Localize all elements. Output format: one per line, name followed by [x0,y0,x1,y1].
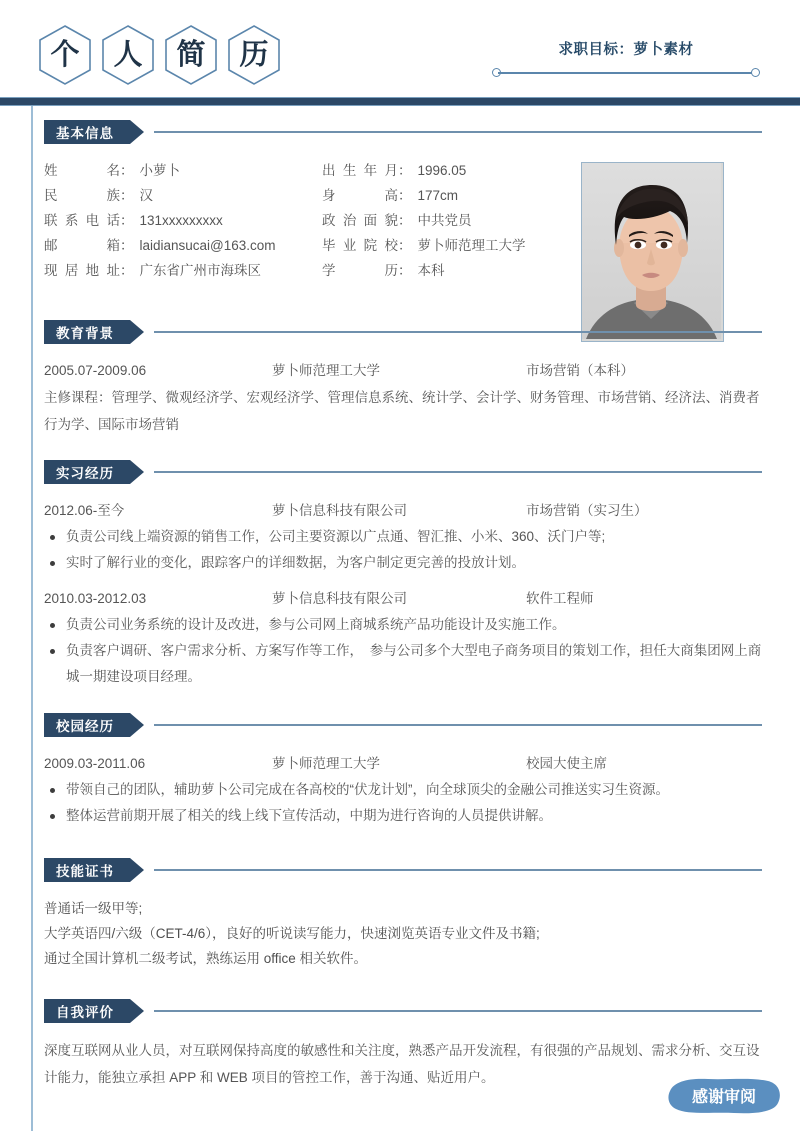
info-value: 汉 [139,188,153,203]
section-tag-arrow-icon [130,999,144,1023]
self-evaluation-text: 深度互联网从业人员，对互联网保持高度的敏感性和关注度，熟悉产品开发流程，有很强的产品规划、需求分析、交互设计能力，能独立承担 APP 和 WEB 项目的管控工作，善于沟通、贴近用户。 [44,1043,760,1085]
resume-title-logo [38,24,281,86]
info-item [44,158,322,183]
entry-row [44,586,762,612]
info-key: 民族 [44,188,120,203]
entry-role: 软件工程师 [526,591,594,606]
internship-entry [44,498,762,576]
info-colon: ： [398,188,412,203]
info-value: 1996.05 [417,163,467,178]
skill-line: 通过全国计算机二级考试，熟练运用 office 相关软件。 [44,951,368,966]
brush-stamp-icon [664,1075,784,1117]
info-item [322,183,574,208]
info-item [44,233,322,258]
job-objective [492,38,760,78]
rule-dot-right-icon [751,68,760,77]
watermark-text: 感谢审阅 [691,1089,757,1106]
section-title: 校园经历 [56,719,114,734]
info-value: 177cm [417,188,459,203]
list-item: 整体运营前期开展了相关的线上线下宣传活动，中期为进行咨询的人员提供讲解。 [44,803,762,829]
section-tag-arrow-icon [130,320,144,344]
info-key: 身高 [322,188,398,203]
section-content [44,484,762,690]
info-item [44,258,322,283]
section-rule [154,1010,762,1012]
info-key: 出生年月 [322,163,398,178]
section-rule [154,131,762,133]
info-key: 姓名 [44,163,120,178]
section-tag [44,858,130,882]
section-education [44,320,762,438]
hex-badge-1 [38,24,92,86]
info-value: 萝卜师范理工大学 [417,238,526,253]
info-item [44,183,322,208]
hex-badge-3 [164,24,218,86]
section-tag [44,460,130,484]
info-value: laidiansucai@163.com [139,238,276,253]
section-content [44,882,762,971]
section-campus [44,713,762,829]
section-header [44,858,762,882]
list-item: 负责客户调研、客户需求分析、方案写作等工作， 参与公司多个大型电子商务项目的策划工作，担任大商集团网上商城一期建设项目经理。 [44,638,762,690]
list-item: 负责公司线上端资源的销售工作，公司主要资源以广点通、智汇推、小米、360、沃门户等; [44,524,762,550]
section-rule [154,471,762,473]
left-spine-line [31,106,33,1131]
section-header [44,460,762,484]
section-tag [44,320,130,344]
hex-badge-char: 历 [239,38,269,71]
education-courses: 主修课程：管理学、微观经济学、宏观经济学、管理信息系统、统计学、会计学、财务管理、市场营销、经济法、消费者行为学、国际市场营销 [44,390,760,432]
entry-organization: 萝卜信息科技有限公司 [272,591,407,606]
info-value: 广东省广州市海珠区 [139,263,261,278]
job-objective-label: 求职目标：萝卜素材 [558,42,694,58]
section-content [44,344,762,438]
hex-badge-char: 简 [176,38,206,71]
info-key: 现居地址 [44,263,120,278]
watermark-badge [664,1075,784,1117]
section-header [44,713,762,737]
info-value: 131xxxxxxxxx [139,213,223,228]
section-tag-arrow-icon [130,460,144,484]
rule-bar [498,72,754,74]
internship-entry [44,586,762,690]
section-rule [154,724,762,726]
section-tag [44,120,130,144]
info-key: 邮箱 [44,238,120,253]
section-basic-info [44,120,762,283]
info-colon: ： [120,263,134,278]
list-item: 负责公司业务系统的设计及改进，参与公司网上商城系统产品功能设计及实施工作。 [44,612,762,638]
section-internship [44,460,762,690]
section-title: 基本信息 [56,126,114,141]
info-item [322,258,574,283]
section-content [44,1023,762,1091]
section-tag-arrow-icon [130,120,144,144]
section-header [44,120,762,144]
entry-date: 2009.03-2011.06 [44,756,146,771]
info-item [44,208,322,233]
info-colon: ： [398,263,412,278]
section-content [44,737,762,829]
entry-organization: 萝卜师范理工大学 [272,363,380,378]
portrait-photo-icon [582,163,721,339]
info-colon: ： [120,163,134,178]
section-content [44,144,762,283]
entry-row [44,498,762,524]
info-item [322,158,574,183]
info-colon: ： [120,238,134,253]
list-item: 带领自己的团队，辅助萝卜公司完成在各高校的“伏龙计划”，向全球顶尖的金融公司推送实习生资源。 [44,777,762,803]
info-item [322,208,574,233]
info-key: 政治面貌 [322,213,398,228]
section-header [44,999,762,1023]
entry-date: 2010.03-2012.03 [44,591,147,606]
info-colon: ： [398,163,412,178]
section-rule [154,869,762,871]
job-objective-rule [492,68,760,78]
section-title: 自我评价 [56,1005,114,1020]
section-skills [44,858,762,971]
entry-bullet-list [44,524,762,576]
list-item: 实时了解行业的变化，跟踪客户的详细数据，为客户制定更完善的投放计划。 [44,550,762,576]
entry-organization: 萝卜信息科技有限公司 [272,503,407,518]
section-tag-arrow-icon [130,858,144,882]
info-key: 联系电话 [44,213,120,228]
info-colon: ： [398,213,412,228]
info-value: 中共党员 [417,213,472,228]
section-title: 教育背景 [56,326,114,341]
hex-badge-4 [227,24,281,86]
entry-date: 2005.07-2009.06 [44,363,147,378]
education-entry-row [44,358,762,384]
section-title: 实习经历 [56,466,114,481]
section-tag [44,999,130,1023]
entry-bullet-list [44,612,762,690]
entry-spacer [44,576,762,586]
hex-badge-char: 人 [113,38,143,71]
info-colon: ： [120,213,134,228]
skill-line: 普通话一级甲等; [44,901,143,916]
entry-date: 2012.06-至今 [44,503,125,518]
profile-photo [581,162,724,342]
hex-badge-char: 个 [50,38,80,71]
section-header [44,320,762,344]
section-tag [44,713,130,737]
resume-body [0,106,800,1131]
info-key: 学历 [322,263,398,278]
hex-badge-2 [101,24,155,86]
entry-row [44,751,762,777]
section-title: 技能证书 [56,864,114,879]
header-divider-bar [0,97,800,106]
entry-bullet-list [44,777,762,829]
section-self-evaluation [44,999,762,1091]
entry-role: 市场营销（实习生） [526,503,648,518]
info-value: 小萝卜 [139,163,180,178]
section-rule [154,331,762,333]
info-item [322,233,574,258]
info-colon: ： [120,188,134,203]
page-header [0,0,800,97]
info-colon: ： [398,238,412,253]
entry-role: 市场营销（本科） [526,363,634,378]
entry-role: 校园大使主席 [526,756,607,771]
skill-line: 大学英语四/六级（CET-4/6），良好的听说读写能力，快速浏览英语专业文件及书籍; [44,926,540,941]
basic-info-grid [44,158,574,283]
info-value: 本科 [417,263,445,278]
section-tag-arrow-icon [130,713,144,737]
info-key: 毕业院校 [322,238,398,253]
entry-organization: 萝卜师范理工大学 [272,756,380,771]
